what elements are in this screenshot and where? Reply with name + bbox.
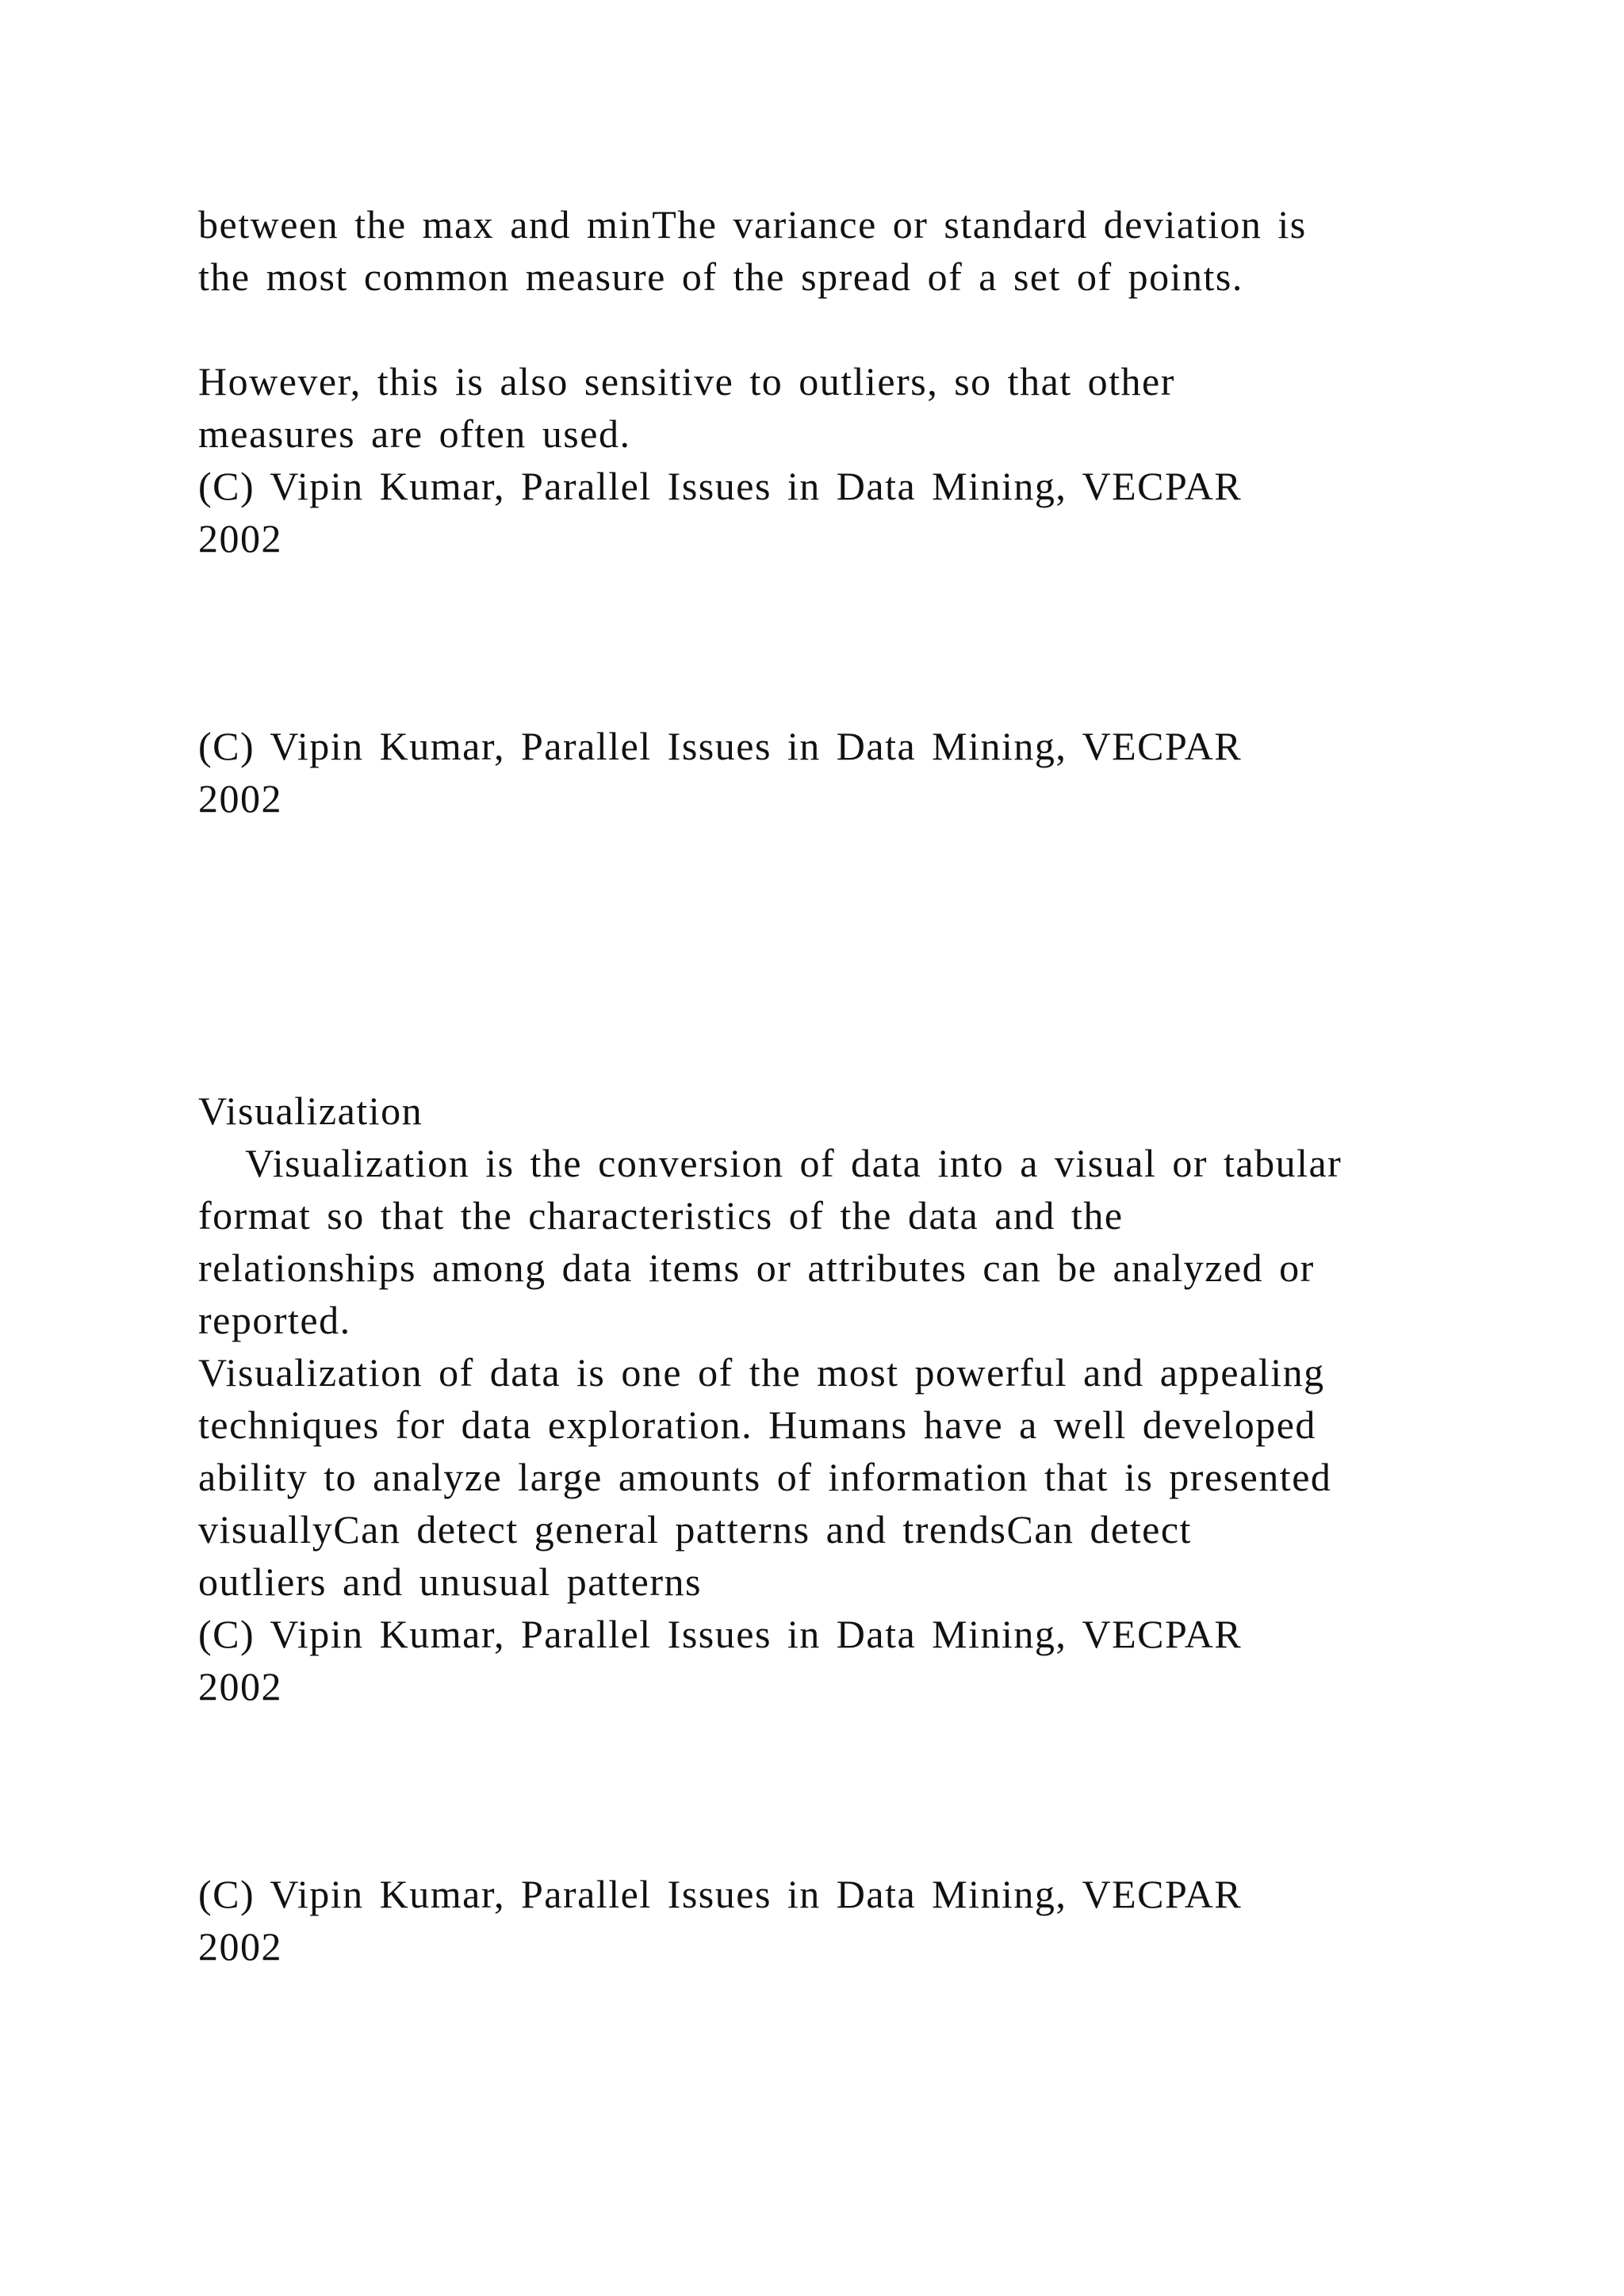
citation-year: 2002 bbox=[198, 776, 282, 821]
text-line: Visualization is the conversion of data into a visual or tabular bbox=[198, 1141, 1342, 1185]
citation-line: (C) Vipin Kumar, Parallel Issues in Data Mining, VECPAR bbox=[198, 464, 1243, 508]
text-line: the most common measure of the spread of a set of points. bbox=[198, 254, 1243, 299]
text-line: Visualization of data is one of the most powerful and appealing bbox=[198, 1350, 1325, 1395]
section-heading: Visualization bbox=[198, 1089, 423, 1133]
citation-line: (C) Vipin Kumar, Parallel Issues in Data Mining, VECPAR bbox=[198, 1612, 1243, 1656]
text-line: outliers and unusual patterns bbox=[198, 1559, 702, 1604]
citation-line: (C) Vipin Kumar, Parallel Issues in Data Mining, VECPAR bbox=[198, 724, 1243, 768]
citation-line: (C) Vipin Kumar, Parallel Issues in Data Mining, VECPAR bbox=[198, 1872, 1243, 1916]
text-line: visuallyCan detect general patterns and trendsCan detect bbox=[198, 1507, 1192, 1552]
text-line: measures are often used. bbox=[198, 411, 631, 456]
text-line: between the max and minThe variance or standard deviation is bbox=[198, 202, 1307, 247]
text-line: techniques for data exploration. Humans have a well developed bbox=[198, 1402, 1316, 1447]
citation-year: 2002 bbox=[198, 1924, 282, 1969]
citation-year: 2002 bbox=[198, 516, 282, 561]
citation-year: 2002 bbox=[198, 1664, 282, 1709]
text-line: relationships among data items or attributes can be analyzed or bbox=[198, 1246, 1315, 1290]
text-line: format so that the characteristics of the data and the bbox=[198, 1193, 1124, 1238]
text-line: However, this is also sensitive to outliers, so that other bbox=[198, 359, 1175, 404]
text-line: reported. bbox=[198, 1298, 351, 1342]
text-line: ability to analyze large amounts of information that is presented bbox=[198, 1455, 1332, 1499]
